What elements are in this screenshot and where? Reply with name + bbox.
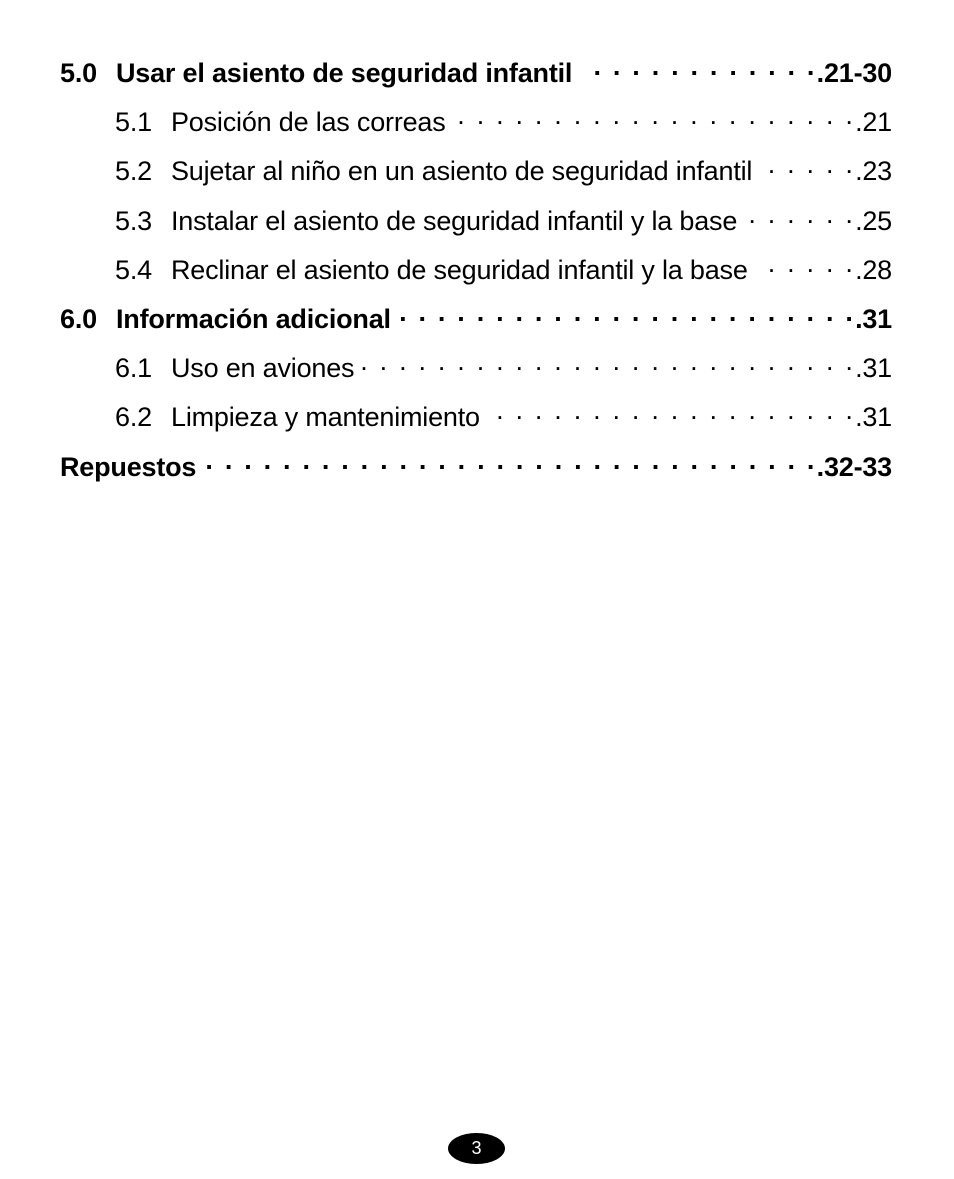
toc-entry-title: Información adicional — [116, 303, 391, 334]
dot-leader — [580, 52, 816, 82]
toc-entry-title: Usar el asiento de seguridad infantil — [116, 58, 573, 88]
toc-entry-5-1[interactable] — [60, 101, 892, 150]
toc-entry-number: 5.2 — [115, 156, 152, 187]
dot-leader — [745, 200, 855, 230]
toc-entry-repuestos[interactable] — [60, 446, 892, 495]
toc-entry-title: Limpieza y mantenimiento — [171, 402, 480, 433]
toc-entry-5-0[interactable] — [60, 52, 892, 101]
toc-entry-page: .25 — [855, 205, 892, 236]
toc-entry-number: 5.1 — [115, 107, 152, 138]
toc-entry-number: 6.1 — [115, 353, 152, 384]
toc-entry-page: .31 — [855, 303, 892, 334]
toc-entry-title: Sujetar al niño en un asiento de seguridad infantil — [171, 156, 753, 187]
toc-entry-page: .28 — [855, 254, 892, 285]
toc-entry-title: Reclinar el asiento de seguridad infantil y la base — [171, 254, 748, 285]
toc-entry-5-3[interactable] — [60, 200, 892, 249]
toc-entry-number: 5.4 — [115, 254, 152, 285]
dot-leader — [362, 347, 855, 377]
toc-entry-5-2[interactable] — [60, 150, 892, 199]
toc-entry-number: 6.0 — [60, 303, 97, 334]
toc-entry-page: .32-33 — [816, 451, 892, 482]
toc-entry-page: .21-30 — [816, 58, 892, 88]
table-of-contents — [60, 52, 892, 495]
page-number-badge — [448, 1133, 505, 1164]
toc-entry-number: 5.3 — [115, 205, 152, 236]
dot-leader — [399, 298, 855, 328]
dot-leader — [488, 396, 855, 426]
dot-leader — [204, 446, 816, 476]
dot-leader — [454, 101, 856, 131]
toc-entry-6-2[interactable] — [60, 396, 892, 445]
toc-entry-number: 5.0 — [60, 58, 97, 88]
toc-entry-6-0[interactable] — [60, 298, 892, 347]
page-number: 3 — [471, 1138, 482, 1158]
toc-entry-title: Posición de las correas — [171, 107, 446, 138]
dot-leader — [756, 249, 855, 279]
toc-entry-6-1[interactable] — [60, 347, 892, 396]
toc-entry-number: 6.2 — [115, 402, 152, 433]
toc-entry-5-4[interactable] — [60, 249, 892, 298]
toc-entry-title: Uso en aviones — [171, 353, 355, 384]
toc-entry-page: .31 — [855, 353, 892, 384]
toc-entry-page: .23 — [855, 156, 892, 187]
toc-entry-page: .21 — [855, 107, 892, 138]
toc-entry-title: Instalar el asiento de seguridad infantil y la base — [171, 205, 738, 236]
dot-leader — [760, 150, 855, 180]
toc-entry-title: Repuestos — [60, 451, 197, 482]
toc-entry-page: .31 — [855, 402, 892, 433]
